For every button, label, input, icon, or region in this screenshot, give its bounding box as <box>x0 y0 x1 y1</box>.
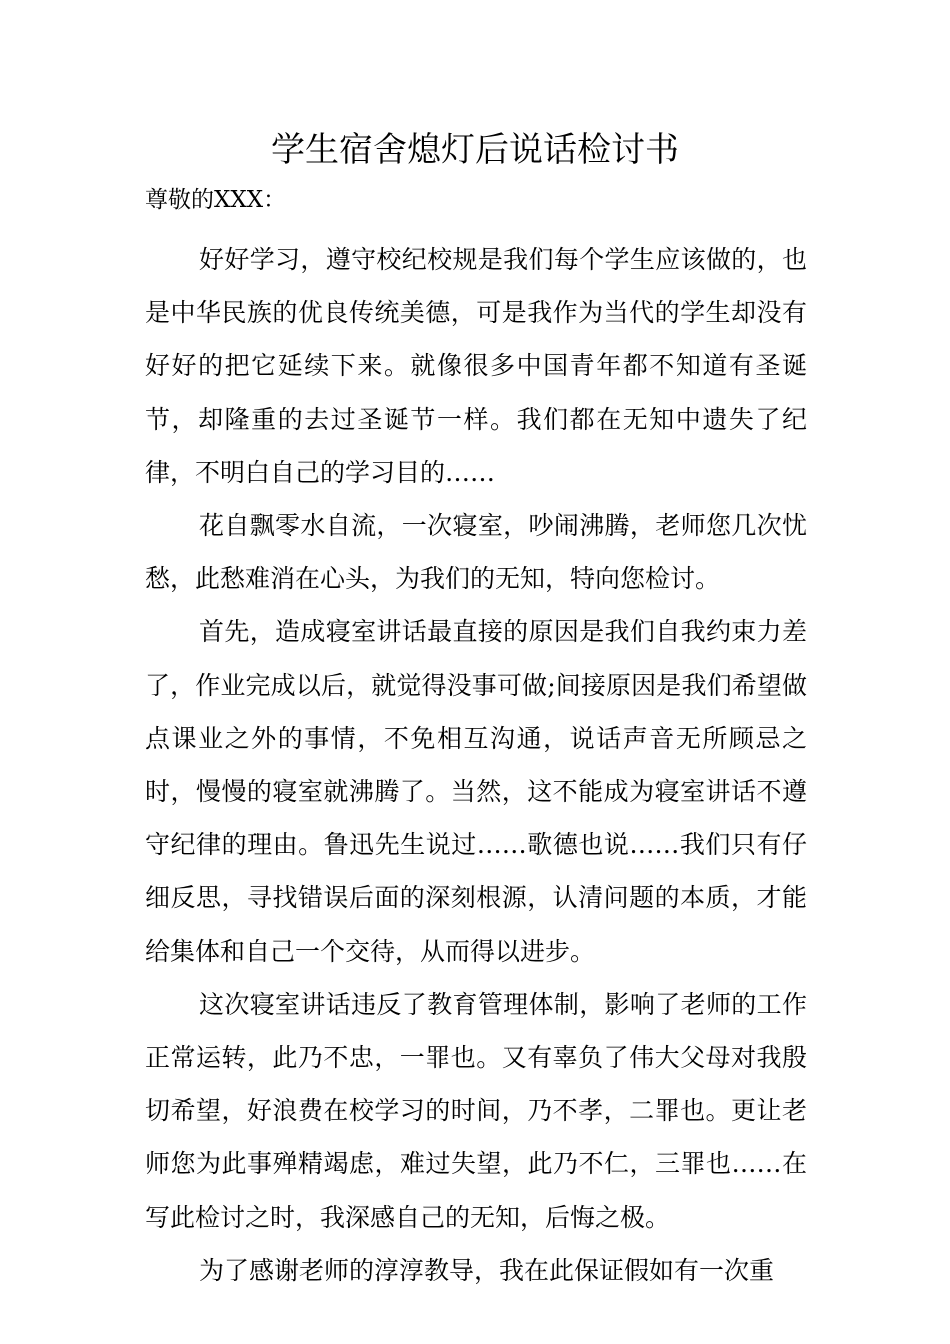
paragraph-3: 首先，造成寝室讲话最直接的原因是我们自我约束力差了，作业完成以后，就觉得没事可做;间接原因是我们希望做点课业之外的事情，不免相互沟通，说话声音无所顾忌之时，慢慢的寝室就沸腾了。当然，这不能成为寝室讲话不遵守纪律的理由。鲁迅先生说过……歌德也说……我们只有仔细反思，寻找错误后面的深刻根源，认清问题的本质，才能给集体和自己一个交待，从而得以进步。 <box>145 617 807 966</box>
paragraph-2: 花自飘零水自流，一次寝室，吵闹沸腾，老师您几次忧愁，此愁难消在心头，为我们的无知，特向您检讨。 <box>145 511 807 594</box>
paragraph-5: 为了感谢老师的淳淳教导，我在此保证假如有一次重 <box>199 1255 775 1285</box>
salutation: 尊敬的XXX： <box>145 187 287 213</box>
document-body <box>145 183 807 1297</box>
paragraph-1: 好好学习，遵守校纪校规是我们每个学生应该做的，也是中华民族的优良传统美德，可是我作为当代的学生却没有好好的把它延续下来。就像很多中国青年都不知道有圣诞节，却隆重的去过圣诞节一样。我们都在无知中遗失了纪律，不明白自己的学习目的…… <box>145 245 807 487</box>
paragraph-4: 这次寝室讲话违反了教育管理体制，影响了老师的工作正常运转，此乃不忠，一罪也。又有辜负了伟大父母对我殷切希望，好浪费在校学习的时间，乃不孝，二罪也。更让老师您为此事殚精竭虑，难过失望，此乃不仁，三罪也……在写此检讨之时，我深感自己的无知，后悔之极。 <box>145 989 807 1232</box>
document-title: 学生宿舍熄灯后说话检讨书 <box>271 130 679 170</box>
